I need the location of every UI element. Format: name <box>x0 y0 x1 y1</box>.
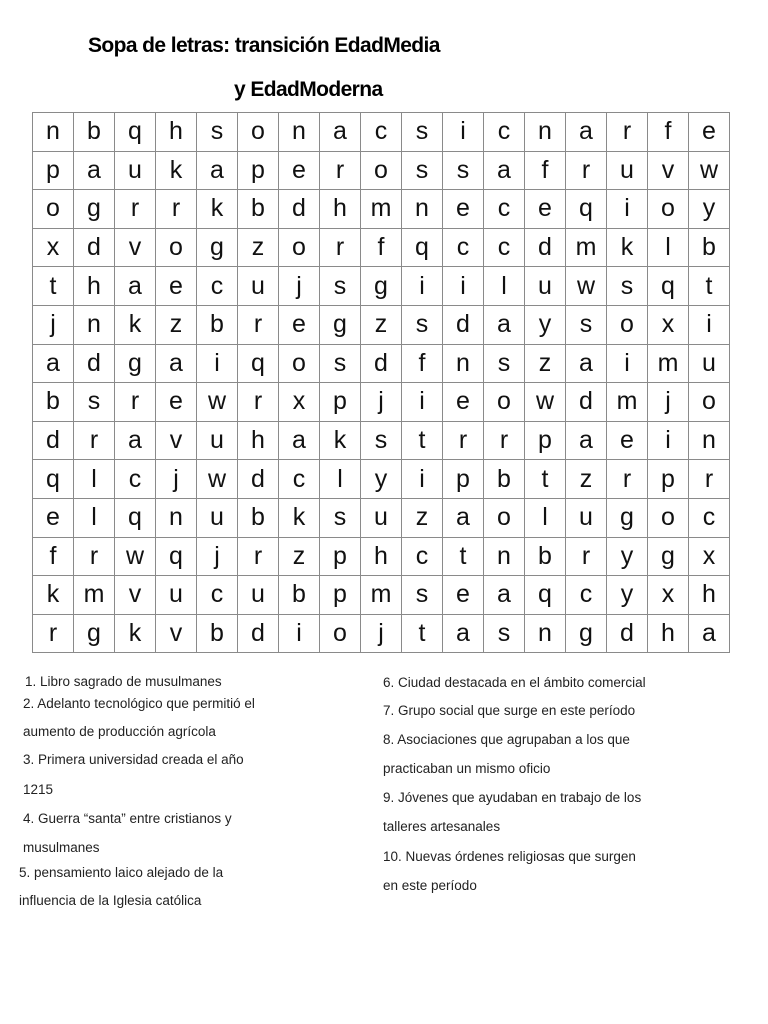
grid-cell: l <box>74 499 115 538</box>
grid-cell: d <box>33 422 74 461</box>
grid-cell: p <box>648 460 689 499</box>
grid-cell: u <box>238 576 279 615</box>
grid-cell: r <box>33 615 74 654</box>
grid-cell: r <box>566 538 607 577</box>
grid-cell: z <box>361 306 402 345</box>
grid-cell: s <box>320 345 361 384</box>
grid-cell: e <box>443 190 484 229</box>
grid-cell: z <box>402 499 443 538</box>
grid-cell: k <box>607 229 648 268</box>
grid-cell: y <box>689 190 730 229</box>
grid-cell: e <box>279 306 320 345</box>
grid-cell: z <box>566 460 607 499</box>
grid-cell: o <box>33 190 74 229</box>
grid-cell: j <box>361 615 402 654</box>
clue-text: influencia de la Iglesia católica <box>19 893 202 908</box>
grid-cell: i <box>279 615 320 654</box>
grid-cell: g <box>115 345 156 384</box>
grid-cell: l <box>74 460 115 499</box>
grid-cell: o <box>648 499 689 538</box>
grid-cell: b <box>33 383 74 422</box>
grid-cell: t <box>402 615 443 654</box>
grid-cell: f <box>525 152 566 191</box>
grid-cell: q <box>156 538 197 577</box>
grid-cell: n <box>402 190 443 229</box>
grid-cell: b <box>689 229 730 268</box>
grid-cell: r <box>238 538 279 577</box>
grid-cell: z <box>279 538 320 577</box>
clue-text: en este período <box>383 878 477 893</box>
grid-cell: u <box>566 499 607 538</box>
grid-cell: j <box>279 267 320 306</box>
grid-cell: q <box>525 576 566 615</box>
clue-text: musulmanes <box>23 840 100 855</box>
grid-cell: j <box>156 460 197 499</box>
grid-cell: d <box>279 190 320 229</box>
grid-cell: e <box>156 267 197 306</box>
grid-cell: s <box>361 422 402 461</box>
grid-cell: o <box>279 345 320 384</box>
grid-cell: e <box>33 499 74 538</box>
grid-cell: m <box>74 576 115 615</box>
grid-cell: f <box>361 229 402 268</box>
clue-text: 1. Libro sagrado de musulmanes <box>25 674 222 689</box>
grid-cell: g <box>566 615 607 654</box>
grid-cell: r <box>607 460 648 499</box>
clue-text: 2. Adelanto tecnológico que permitió el <box>23 696 255 711</box>
grid-cell: x <box>279 383 320 422</box>
grid-cell: a <box>484 152 525 191</box>
grid-cell: u <box>238 267 279 306</box>
grid-cell: a <box>443 615 484 654</box>
grid-cell: r <box>238 306 279 345</box>
grid-cell: u <box>156 576 197 615</box>
clue-text: 6. Ciudad destacada en el ámbito comercial <box>383 675 646 690</box>
grid-cell: c <box>443 229 484 268</box>
grid-cell: w <box>566 267 607 306</box>
grid-cell: s <box>402 306 443 345</box>
grid-cell: n <box>33 113 74 152</box>
grid-cell: k <box>115 615 156 654</box>
grid-cell: r <box>238 383 279 422</box>
grid-cell: u <box>115 152 156 191</box>
grid-cell: v <box>648 152 689 191</box>
grid-cell: r <box>320 229 361 268</box>
grid-cell: h <box>648 615 689 654</box>
grid-cell: t <box>525 460 566 499</box>
grid-cell: d <box>361 345 402 384</box>
clue-text: 9. Jóvenes que ayudaban en trabajo de los <box>383 790 642 805</box>
grid-cell: t <box>443 538 484 577</box>
grid-cell: a <box>115 267 156 306</box>
grid-cell: y <box>607 538 648 577</box>
grid-cell: h <box>238 422 279 461</box>
grid-cell: x <box>648 306 689 345</box>
grid-cell: a <box>566 345 607 384</box>
grid-cell: d <box>74 345 115 384</box>
grid-cell: u <box>525 267 566 306</box>
grid-cell: x <box>689 538 730 577</box>
grid-cell: o <box>361 152 402 191</box>
grid-cell: h <box>689 576 730 615</box>
grid-cell: c <box>361 113 402 152</box>
grid-cell: d <box>238 460 279 499</box>
grid-cell: n <box>74 306 115 345</box>
grid-cell: c <box>484 229 525 268</box>
grid-cell: i <box>689 306 730 345</box>
grid-cell: i <box>607 345 648 384</box>
grid-cell: q <box>33 460 74 499</box>
grid-cell: g <box>320 306 361 345</box>
grid-cell: u <box>361 499 402 538</box>
grid-cell: q <box>402 229 443 268</box>
grid-cell: o <box>648 190 689 229</box>
grid-cell: n <box>689 422 730 461</box>
grid-cell: k <box>279 499 320 538</box>
grid-cell: k <box>320 422 361 461</box>
grid-cell: l <box>484 267 525 306</box>
grid-cell: c <box>566 576 607 615</box>
grid-cell: n <box>525 615 566 654</box>
grid-cell: a <box>443 499 484 538</box>
grid-cell: w <box>115 538 156 577</box>
grid-cell: v <box>115 576 156 615</box>
grid-cell: p <box>33 152 74 191</box>
grid-cell: e <box>525 190 566 229</box>
grid-cell: u <box>197 422 238 461</box>
grid-cell: p <box>443 460 484 499</box>
clue-text: 10. Nuevas órdenes religiosas que surgen <box>383 849 636 864</box>
grid-cell: b <box>238 190 279 229</box>
grid-cell: i <box>607 190 648 229</box>
grid-cell: m <box>361 576 402 615</box>
grid-cell: e <box>443 383 484 422</box>
grid-cell: z <box>525 345 566 384</box>
grid-cell: i <box>648 422 689 461</box>
grid-cell: y <box>607 576 648 615</box>
grid-cell: s <box>74 383 115 422</box>
grid-cell: s <box>197 113 238 152</box>
grid-cell: t <box>33 267 74 306</box>
grid-cell: r <box>484 422 525 461</box>
grid-cell: q <box>115 113 156 152</box>
grid-cell: n <box>156 499 197 538</box>
grid-cell: p <box>525 422 566 461</box>
title-line-1: Sopa de letras: transición EdadMedia <box>88 34 440 57</box>
grid-cell: i <box>402 460 443 499</box>
grid-cell: n <box>525 113 566 152</box>
grid-cell: r <box>443 422 484 461</box>
clue-text: 4. Guerra “santa” entre cristianos y <box>23 811 232 826</box>
grid-cell: h <box>156 113 197 152</box>
grid-cell: d <box>443 306 484 345</box>
grid-cell: r <box>74 538 115 577</box>
grid-cell: a <box>74 152 115 191</box>
grid-cell: t <box>402 422 443 461</box>
grid-cell: l <box>320 460 361 499</box>
grid-cell: d <box>238 615 279 654</box>
grid-cell: a <box>156 345 197 384</box>
clue-text: 5. pensamiento laico alejado de la <box>19 865 224 880</box>
grid-cell: b <box>238 499 279 538</box>
clue-text: talleres artesanales <box>383 819 501 834</box>
grid-cell: n <box>484 538 525 577</box>
grid-cell: a <box>33 345 74 384</box>
grid-cell: r <box>115 190 156 229</box>
grid-cell: q <box>238 345 279 384</box>
grid-cell: d <box>525 229 566 268</box>
grid-cell: c <box>402 538 443 577</box>
grid-cell: a <box>566 422 607 461</box>
grid-cell: s <box>443 152 484 191</box>
grid-cell: y <box>525 306 566 345</box>
grid-cell: v <box>115 229 156 268</box>
grid-cell: l <box>648 229 689 268</box>
grid-cell: q <box>566 190 607 229</box>
grid-cell: c <box>484 190 525 229</box>
grid-cell: r <box>566 152 607 191</box>
grid-cell: l <box>525 499 566 538</box>
grid-cell: f <box>402 345 443 384</box>
grid-cell: b <box>197 615 238 654</box>
grid-cell: p <box>320 576 361 615</box>
grid-cell: g <box>74 615 115 654</box>
grid-cell: j <box>197 538 238 577</box>
word-search-grid <box>32 112 730 653</box>
grid-cell: d <box>74 229 115 268</box>
grid-cell: s <box>402 152 443 191</box>
grid-cell: h <box>361 538 402 577</box>
clue-text: practicaban un mismo oficio <box>383 761 551 776</box>
grid-cell: f <box>648 113 689 152</box>
grid-cell: i <box>443 113 484 152</box>
grid-cell: o <box>484 499 525 538</box>
grid-cell: x <box>648 576 689 615</box>
grid-cell: v <box>156 615 197 654</box>
grid-cell: o <box>607 306 648 345</box>
grid-cell: p <box>320 538 361 577</box>
grid-cell: a <box>689 615 730 654</box>
grid-cell: i <box>443 267 484 306</box>
grid-cell: b <box>279 576 320 615</box>
grid-cell: r <box>607 113 648 152</box>
grid-cell: k <box>115 306 156 345</box>
grid-cell: u <box>689 345 730 384</box>
grid-cell: w <box>525 383 566 422</box>
grid-cell: m <box>607 383 648 422</box>
grid-cell: z <box>238 229 279 268</box>
grid-cell: a <box>484 306 525 345</box>
grid-cell: p <box>320 383 361 422</box>
grid-cell: k <box>197 190 238 229</box>
grid-cell: h <box>320 190 361 229</box>
grid-cell: f <box>33 538 74 577</box>
grid-cell: s <box>484 345 525 384</box>
grid-cell: t <box>689 267 730 306</box>
grid-cell: j <box>33 306 74 345</box>
grid-cell: g <box>648 538 689 577</box>
grid-cell: b <box>197 306 238 345</box>
grid-cell: e <box>156 383 197 422</box>
grid-cell: a <box>115 422 156 461</box>
grid-cell: o <box>320 615 361 654</box>
grid-cell: d <box>566 383 607 422</box>
grid-cell: q <box>648 267 689 306</box>
grid-cell: w <box>197 460 238 499</box>
grid-cell: a <box>320 113 361 152</box>
grid-cell: w <box>689 152 730 191</box>
grid-cell: b <box>74 113 115 152</box>
grid-cell: w <box>197 383 238 422</box>
grid-cell: o <box>156 229 197 268</box>
grid-cell: k <box>33 576 74 615</box>
grid-cell: e <box>607 422 648 461</box>
grid-cell: g <box>361 267 402 306</box>
grid-cell: c <box>197 576 238 615</box>
grid-cell: o <box>689 383 730 422</box>
grid-cell: s <box>402 576 443 615</box>
grid-cell: a <box>197 152 238 191</box>
grid-cell: y <box>361 460 402 499</box>
grid-cell: g <box>607 499 648 538</box>
grid-cell: r <box>320 152 361 191</box>
grid-cell: u <box>607 152 648 191</box>
grid-cell: e <box>689 113 730 152</box>
grid-cell: j <box>361 383 402 422</box>
grid-cell: b <box>525 538 566 577</box>
grid-cell: n <box>443 345 484 384</box>
clue-text: aumento de producción agrícola <box>23 724 216 739</box>
grid-cell: s <box>484 615 525 654</box>
grid-cell: r <box>689 460 730 499</box>
grid-cell: o <box>484 383 525 422</box>
clue-text: 7. Grupo social que surge en este período <box>383 703 636 718</box>
grid-cell: r <box>156 190 197 229</box>
grid-cell: m <box>566 229 607 268</box>
clue-text: 3. Primera universidad creada el año <box>23 752 244 767</box>
grid-cell: a <box>566 113 607 152</box>
grid-cell: c <box>115 460 156 499</box>
grid-cell: g <box>197 229 238 268</box>
grid-cell: b <box>484 460 525 499</box>
grid-cell: s <box>607 267 648 306</box>
grid-cell: a <box>484 576 525 615</box>
grid-cell: s <box>320 267 361 306</box>
grid-cell: p <box>238 152 279 191</box>
grid-cell: g <box>74 190 115 229</box>
grid-cell: i <box>402 267 443 306</box>
grid-cell: j <box>648 383 689 422</box>
grid-cell: i <box>402 383 443 422</box>
grid-cell: v <box>156 422 197 461</box>
grid-cell: i <box>197 345 238 384</box>
grid-cell: n <box>279 113 320 152</box>
grid-cell: k <box>156 152 197 191</box>
title-line-2: y EdadModerna <box>234 78 383 101</box>
clue-text: 8. Asociaciones que agrupaban a los que <box>383 732 630 747</box>
grid-cell: r <box>74 422 115 461</box>
grid-cell: m <box>648 345 689 384</box>
clue-text: 1215 <box>23 782 54 797</box>
grid-cell: c <box>279 460 320 499</box>
grid-cell: c <box>197 267 238 306</box>
grid-cell: d <box>607 615 648 654</box>
grid-cell: o <box>279 229 320 268</box>
grid-cell: c <box>484 113 525 152</box>
grid-cell: s <box>566 306 607 345</box>
grid-cell: s <box>320 499 361 538</box>
grid-cell: h <box>74 267 115 306</box>
grid-cell: z <box>156 306 197 345</box>
grid-cell: o <box>238 113 279 152</box>
grid-cell: e <box>443 576 484 615</box>
grid-cell: q <box>115 499 156 538</box>
grid-cell: c <box>689 499 730 538</box>
grid-cell: s <box>402 113 443 152</box>
grid-cell: x <box>33 229 74 268</box>
grid-cell: e <box>279 152 320 191</box>
grid-cell: u <box>197 499 238 538</box>
grid-cell: r <box>115 383 156 422</box>
grid-cell: a <box>279 422 320 461</box>
grid-cell: m <box>361 190 402 229</box>
